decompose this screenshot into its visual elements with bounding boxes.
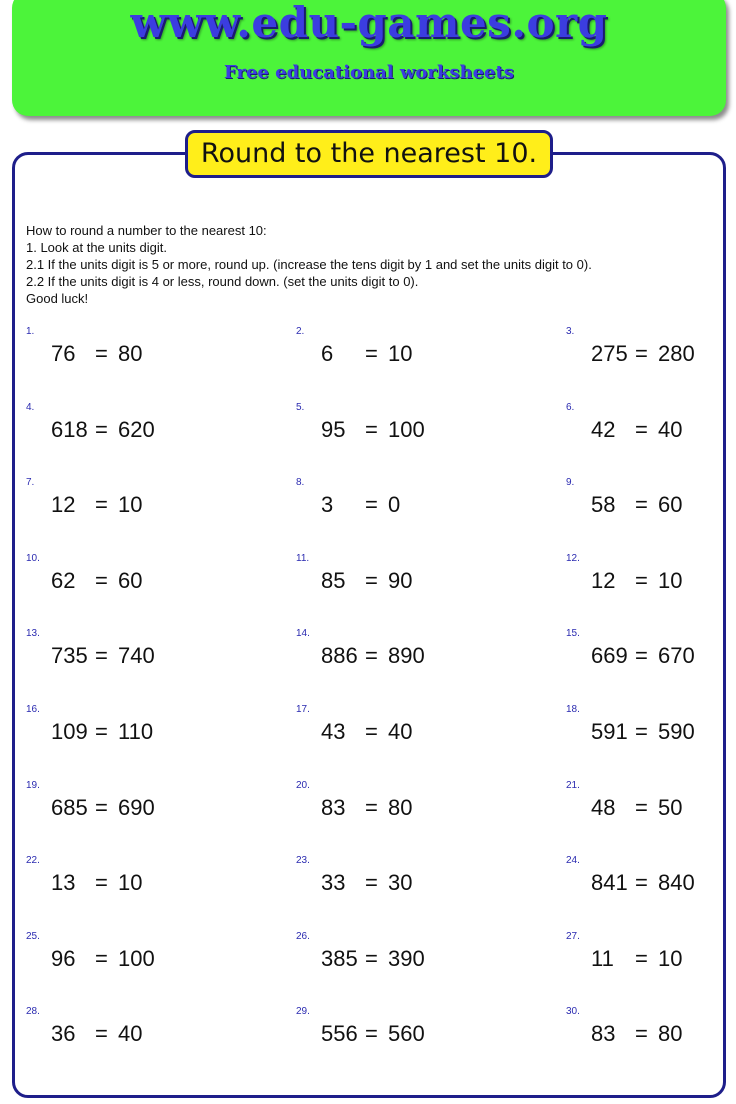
site-title[interactable]: www.edu-games.org bbox=[130, 0, 608, 47]
problem-value: 12 bbox=[51, 492, 76, 518]
equals-sign: = bbox=[95, 341, 108, 366]
problem-item bbox=[296, 618, 556, 669]
problem-item bbox=[296, 392, 556, 442]
problem-number: 18. bbox=[566, 704, 580, 715]
problem-answer: 110 bbox=[118, 719, 154, 744]
problem-answer: 620 bbox=[118, 416, 155, 442]
instruction-line: 2.2 If the units digit is 4 or less, round down. (set the units digit to 0). bbox=[26, 274, 419, 289]
instruction-line: 2.1 If the units digit is 5 or more, round up. (increase the tens digit by 1 and set the units digit to 0). bbox=[26, 257, 592, 272]
problem-value: 618 bbox=[51, 416, 88, 442]
problem-number: 19. bbox=[26, 779, 40, 791]
problem-number: 14. bbox=[296, 628, 310, 640]
equals-sign: = bbox=[635, 1021, 648, 1047]
problem-answer: 40 bbox=[658, 416, 683, 442]
problem-value: 3 bbox=[321, 492, 334, 518]
problem-value: 96 bbox=[51, 945, 76, 971]
problem-number: 23. bbox=[296, 855, 310, 867]
problem-grid bbox=[0, 316, 736, 1076]
problem-value: 76 bbox=[51, 341, 76, 366]
problem-value: 11 bbox=[591, 945, 614, 971]
equals-sign: = bbox=[365, 567, 378, 593]
problem-answer: 80 bbox=[118, 341, 143, 366]
equals-sign: = bbox=[365, 492, 378, 518]
problem-item bbox=[26, 694, 286, 744]
problem-value: 556 bbox=[321, 1021, 358, 1047]
problem-number: 11. bbox=[296, 552, 310, 564]
problem-value: 42 bbox=[591, 416, 616, 442]
site-banner bbox=[12, 0, 726, 116]
problem-value: 591 bbox=[591, 719, 628, 744]
problem-answer: 10 bbox=[118, 870, 143, 896]
equals-sign: = bbox=[635, 794, 648, 820]
equals-sign: = bbox=[365, 341, 378, 366]
problem-item bbox=[566, 770, 736, 820]
equals-sign: = bbox=[95, 719, 108, 744]
problem-item bbox=[26, 618, 286, 669]
equals-sign: = bbox=[635, 567, 648, 593]
problem-number: 12. bbox=[566, 552, 580, 564]
problem-number: 8. bbox=[296, 477, 305, 489]
problem-number: 13. bbox=[26, 628, 40, 640]
problem-number: 3. bbox=[566, 326, 575, 337]
equals-sign: = bbox=[95, 945, 108, 971]
problem-value: 13 bbox=[51, 870, 76, 896]
instructions bbox=[26, 222, 716, 307]
problem-number: 17. bbox=[296, 704, 310, 715]
equals-sign: = bbox=[635, 492, 648, 518]
equals-sign: = bbox=[635, 870, 648, 896]
equals-sign: = bbox=[635, 341, 648, 366]
problem-answer: 390 bbox=[388, 945, 425, 971]
instruction-line: Good luck! bbox=[26, 291, 89, 306]
problem-answer: 80 bbox=[658, 1021, 683, 1047]
problem-value: 385 bbox=[321, 945, 358, 971]
problem-item bbox=[26, 467, 286, 518]
problem-number: 10. bbox=[26, 552, 40, 564]
instruction-line: How to round a number to the nearest 10: bbox=[26, 223, 267, 238]
equals-sign: = bbox=[365, 945, 378, 971]
problem-answer: 10 bbox=[118, 492, 143, 518]
problem-item bbox=[26, 996, 286, 1047]
problem-number: 21. bbox=[566, 779, 580, 791]
equals-sign: = bbox=[95, 794, 108, 820]
problem-value: 886 bbox=[321, 643, 358, 669]
instruction-line: 1. Look at the units digit. bbox=[26, 240, 167, 255]
problem-value: 685 bbox=[51, 794, 88, 820]
problem-item bbox=[296, 770, 556, 820]
problem-item bbox=[296, 694, 556, 744]
equals-sign: = bbox=[95, 870, 108, 896]
problem-value: 33 bbox=[321, 870, 346, 896]
problem-number: 15. bbox=[566, 628, 580, 640]
problem-value: 95 bbox=[321, 416, 346, 442]
problem-value: 841 bbox=[591, 870, 628, 896]
equals-sign: = bbox=[95, 492, 108, 518]
equals-sign: = bbox=[635, 719, 648, 744]
problem-item bbox=[566, 618, 736, 669]
equals-sign: = bbox=[365, 870, 378, 896]
problem-item bbox=[26, 921, 286, 971]
problem-answer: 10 bbox=[658, 567, 683, 593]
problem-item bbox=[26, 543, 286, 593]
problem-value: 109 bbox=[51, 719, 88, 744]
problem-number: 26. bbox=[296, 930, 310, 942]
problem-answer: 560 bbox=[388, 1021, 425, 1047]
equals-sign: = bbox=[635, 945, 648, 971]
problem-item bbox=[296, 921, 556, 971]
problem-number: 30. bbox=[566, 1006, 580, 1018]
problem-value: 43 bbox=[321, 719, 346, 744]
problem-number: 22. bbox=[26, 855, 40, 867]
problem-item bbox=[26, 316, 286, 366]
worksheet-title: Round to the nearest 10. bbox=[185, 130, 553, 178]
equals-sign: = bbox=[365, 643, 378, 669]
equals-sign: = bbox=[635, 416, 648, 442]
problem-item bbox=[566, 845, 736, 896]
problem-number: 2. bbox=[296, 326, 305, 337]
problem-answer: 690 bbox=[118, 794, 155, 820]
problem-number: 28. bbox=[26, 1006, 40, 1018]
problem-item bbox=[566, 316, 736, 366]
problem-answer: 10 bbox=[388, 341, 413, 366]
problem-item bbox=[566, 467, 736, 518]
problem-item bbox=[296, 467, 556, 518]
problem-number: 29. bbox=[296, 1006, 310, 1018]
problem-answer: 740 bbox=[118, 643, 155, 669]
problem-answer: 590 bbox=[658, 719, 695, 744]
problem-number: 16. bbox=[26, 704, 40, 715]
problem-item bbox=[26, 845, 286, 896]
problem-answer: 40 bbox=[388, 719, 413, 744]
problem-item bbox=[296, 845, 556, 896]
problem-answer: 890 bbox=[388, 643, 425, 669]
problem-number: 27. bbox=[566, 930, 580, 942]
problem-item bbox=[566, 694, 736, 744]
equals-sign: = bbox=[635, 643, 648, 669]
equals-sign: = bbox=[365, 1021, 378, 1047]
problem-number: 4. bbox=[26, 401, 35, 413]
problem-answer: 90 bbox=[388, 567, 413, 593]
problem-value: 85 bbox=[321, 567, 346, 593]
problem-item bbox=[566, 392, 736, 442]
problem-item bbox=[26, 770, 286, 820]
equals-sign: = bbox=[95, 1021, 108, 1047]
problem-number: 24. bbox=[566, 855, 580, 867]
problem-value: 669 bbox=[591, 643, 628, 669]
problem-answer: 60 bbox=[658, 492, 683, 518]
problem-value: 36 bbox=[51, 1021, 76, 1047]
equals-sign: = bbox=[365, 794, 378, 820]
problem-value: 58 bbox=[591, 492, 616, 518]
problem-answer: 40 bbox=[118, 1021, 143, 1047]
problem-item bbox=[566, 543, 736, 593]
equals-sign: = bbox=[95, 567, 108, 593]
problem-value: 48 bbox=[591, 794, 616, 820]
problem-answer: 80 bbox=[388, 794, 413, 820]
equals-sign: = bbox=[365, 719, 378, 744]
equals-sign: = bbox=[95, 416, 108, 442]
problem-number: 25. bbox=[26, 930, 40, 942]
problem-answer: 670 bbox=[658, 643, 695, 669]
equals-sign: = bbox=[95, 643, 108, 669]
problem-value: 83 bbox=[321, 794, 346, 820]
site-subtitle: Free educational worksheets bbox=[224, 62, 514, 83]
problem-answer: 10 bbox=[658, 945, 683, 971]
problem-item bbox=[296, 543, 556, 593]
problem-number: 1. bbox=[26, 326, 35, 337]
equals-sign: = bbox=[365, 416, 378, 442]
problem-answer: 100 bbox=[118, 945, 155, 971]
problem-number: 20. bbox=[296, 779, 310, 791]
problem-answer: 840 bbox=[658, 870, 695, 896]
problem-value: 735 bbox=[51, 643, 88, 669]
problem-answer: 100 bbox=[388, 416, 425, 442]
problem-number: 9. bbox=[566, 477, 575, 489]
problem-value: 62 bbox=[51, 567, 76, 593]
problem-item bbox=[566, 921, 736, 971]
problem-value: 275 bbox=[591, 341, 628, 366]
problem-number: 7. bbox=[26, 477, 35, 489]
problem-value: 12 bbox=[591, 567, 616, 593]
problem-item bbox=[26, 392, 286, 442]
problem-value: 83 bbox=[591, 1021, 616, 1047]
problem-answer: 280 bbox=[658, 341, 695, 366]
problem-answer: 30 bbox=[388, 870, 413, 896]
problem-answer: 0 bbox=[388, 492, 401, 518]
problem-item bbox=[296, 996, 556, 1047]
problem-item bbox=[566, 996, 736, 1047]
problem-item bbox=[296, 316, 556, 366]
problem-answer: 60 bbox=[118, 567, 143, 593]
problem-number: 5. bbox=[296, 401, 305, 413]
problem-number: 6. bbox=[566, 401, 575, 413]
problem-value: 6 bbox=[321, 341, 334, 366]
problem-answer: 50 bbox=[658, 794, 683, 820]
